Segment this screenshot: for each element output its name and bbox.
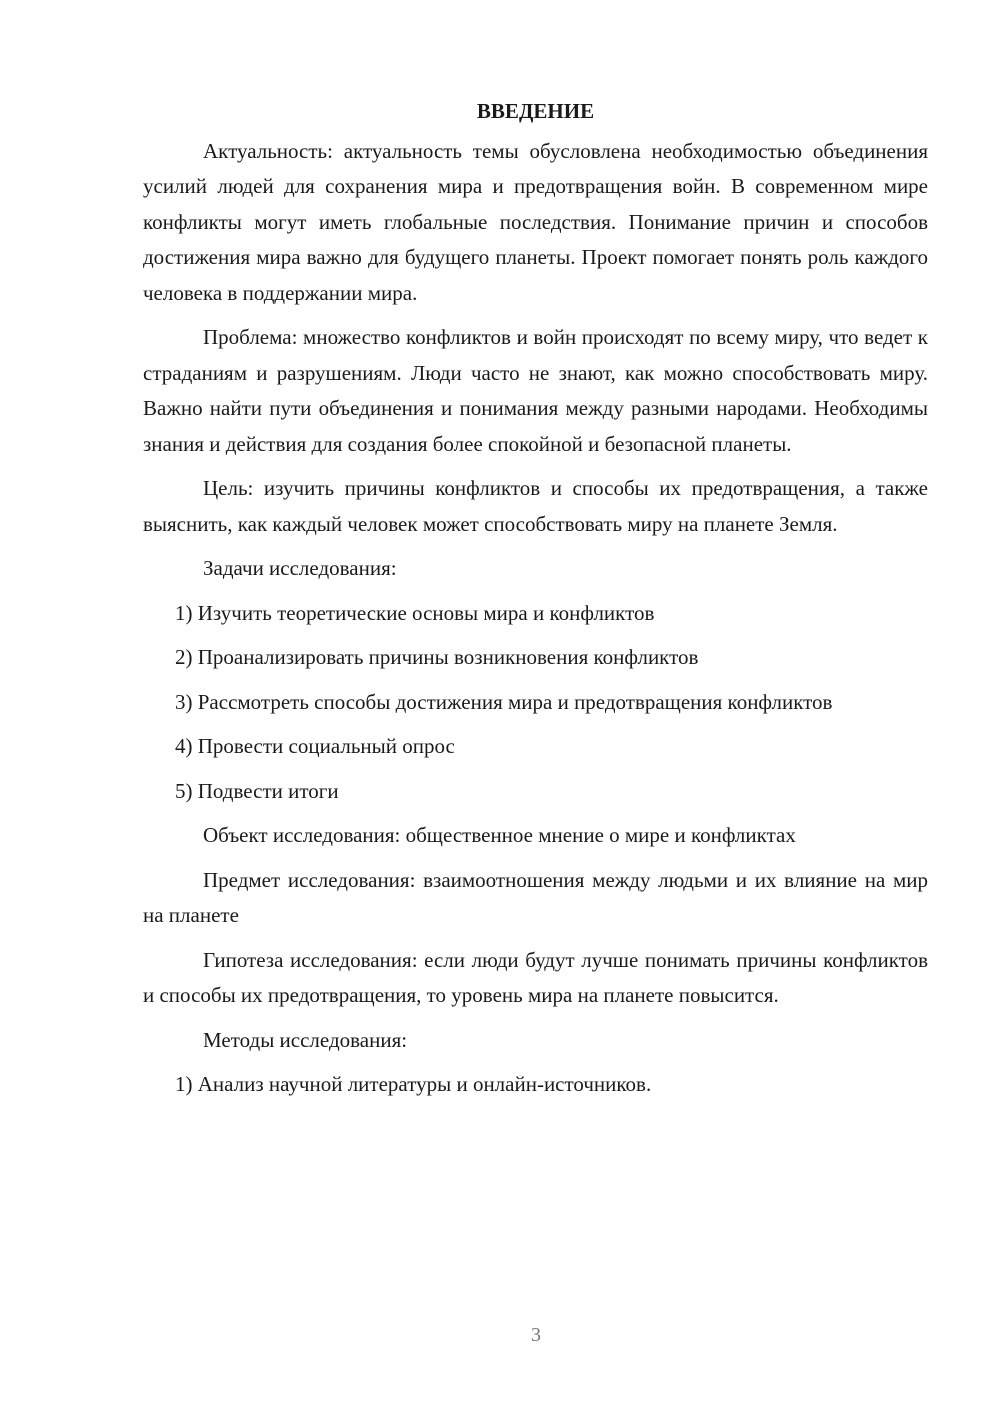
list-item: 4) Провести социальный опрос [175,734,455,758]
paragraph-relevance: Актуальность: актуальность темы обусловлена необходимостью объединения усилий людей для сохранения мира и предотвращения войн. В современном мире конфликты могут иметь глобальные последствия. Понимание причин и способов достижения мира важно для будущего планеты. Проект помогает понять роль каждого человека в поддержании мира. [143,138,928,305]
list-item: 3) Рассмотреть способы достижения мира и предотвращения конфликтов [175,689,833,714]
list-item: 5) Подвести итоги [175,778,339,803]
list-item: 1) Изучить теоретические основы мира и конфликтов [175,600,655,625]
paragraph-goal: Цель: изучить причины конфликтов и способы их предотвращения, а также выяснить, как каждый человек может способствовать миру на планете Земля. [143,476,928,536]
paragraph-object: Объект исследования: общественное мнение о мире и конфликтах [203,823,796,847]
paragraph-subject: Предмет исследования: взаимоотношения между людьми и их влияние на мир на планете [143,867,928,927]
tasks-heading: Задачи исследования: [203,556,397,580]
paragraph-problem: Проблема: множество конфликтов и войн происходят по всему миру, что ведет к страданиям и разрушениям. Люди часто не знают, как можно способствовать миру. Важно найти пути объединения и понимания между разными народами. Необходимы знания и действия для создания более спокойной и безопасной планеты. [143,325,928,456]
document-page [143,94,928,1112]
page-title: ВВЕДЕНИЕ [476,99,595,123]
list-item: 2) Проанализировать причины возникновения конфликтов [175,645,699,669]
paragraph-hypothesis: Гипотеза исследования: если люди будут лучше понимать причины конфликтов и способы их предотвращения, то уровень мира на планете повысится. [143,947,928,1007]
methods-heading: Методы исследования: [203,1027,408,1052]
list-item: 1) Анализ научной литературы и онлайн-источников. [175,1072,652,1096]
page-number: 3 [531,1324,541,1346]
